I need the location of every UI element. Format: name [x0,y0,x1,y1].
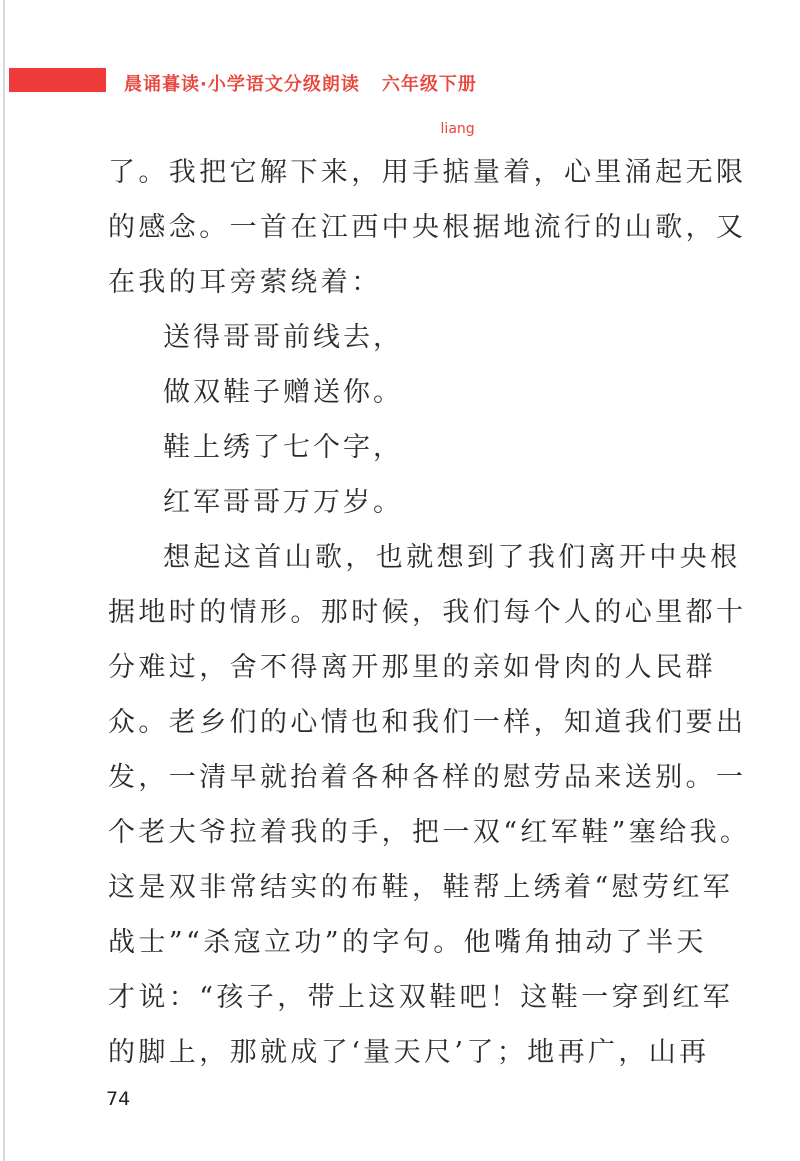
page-number: 74 [106,1088,131,1110]
text-line: 据地时的情形。那时候，我们每个人的心里都十 [108,597,747,628]
header-volume: 六年级下册 [381,74,477,95]
poem-line: 鞋上绣了七个字， [163,432,403,463]
text-line: 战士”“杀寇立功”的字句。他嘴角抽动了半天 [108,927,707,958]
text-line: 众。老乡们的心情也和我们一样，知道我们要出 [108,707,747,738]
annotated-char: liang 掂 [440,121,475,188]
text-line: 想起这首山歌，也就想到了我们离开中央根 [163,542,741,573]
text-line: 在我的耳旁萦绕着： [108,267,382,298]
running-header [124,70,477,96]
text-line: 分难过，舍不得离开那里的亲如骨肉的人民群 [108,652,716,683]
pinyin-annotation: liang [440,121,475,137]
text-line: 这是双非常结实的布鞋，鞋帮上绣着“慰劳红军 [108,872,734,903]
text-line: 的脚上，那就成了‘量天尺’了；地再广，山再 [108,1037,710,1068]
binding-edge [3,0,5,1161]
poem-line: 红军哥哥万万岁。 [163,487,403,518]
text-line: 个老大爷拉着我的手，把一双“红军鞋”塞给我。 [108,817,751,848]
text-line: 的感念。一首在江西中央根据地流行的山歌，又 [108,212,747,243]
poem-line: 送得哥哥前线去， [163,322,403,353]
body-text [108,121,751,1080]
text-line: 才说：“孩子，带上这双鞋吧！这鞋一穿到红军 [108,982,734,1013]
header-accent-bar [9,68,106,92]
text-line: 了。我把它解下来，用手 liang 掂量着，心里涌起无限 [108,145,748,200]
text-line: 发，一清早就抬着各种各样的慰劳品来送别。一 [108,762,747,793]
header-series-title: 晨诵暮读·小学语文分级朗读 [124,74,360,95]
poem-line: 做双鞋子赠送你。 [163,377,403,408]
